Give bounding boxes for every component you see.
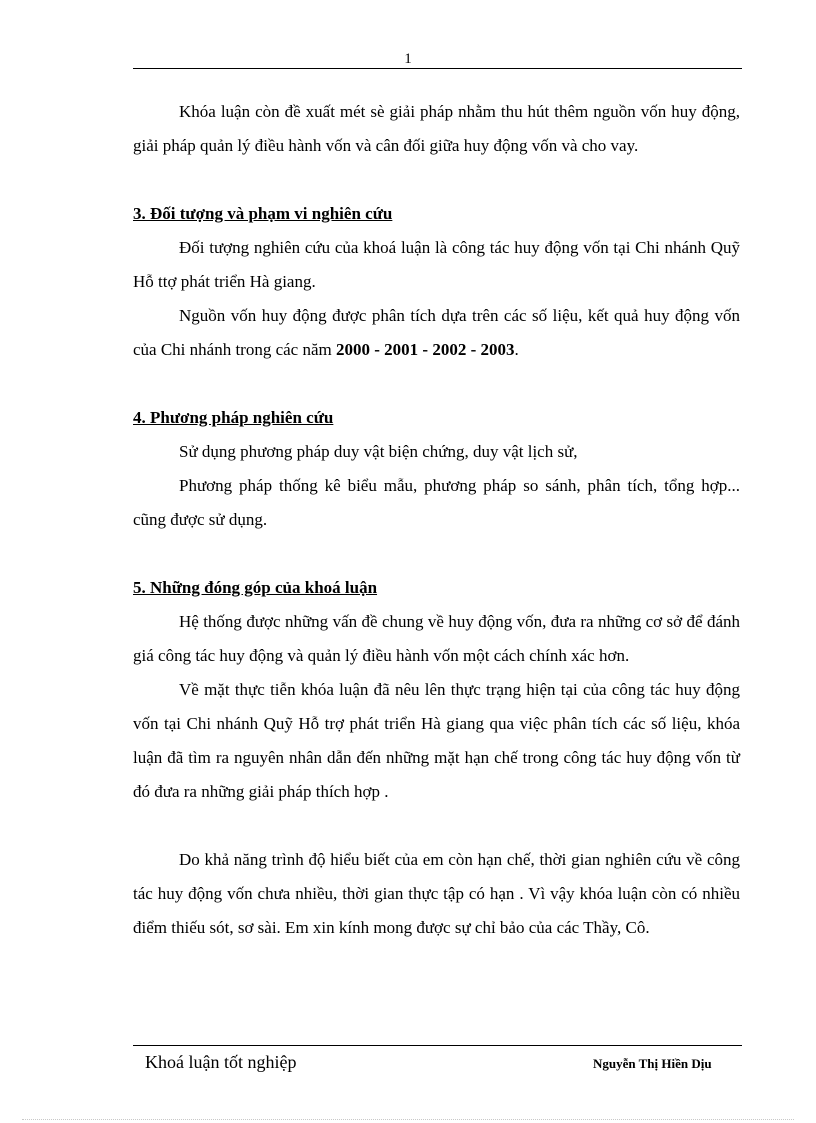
closing-paragraph: Do khả năng trình độ hiểu biết của em còn hạn chế, thời gian nghiên cứu về công tác huy động vốn chưa nhiều, thời gian thực tập có hạn . Vì vậy khóa luận còn có nhiều điểm thiếu sót, sơ sài. Em xin kính mong được sự chỉ bảo của các Thầy, Cô. [133,850,740,937]
page-bottom-dotted-border [22,1119,794,1120]
section-4-paragraph-1: Sử dụng phương pháp duy vật biện chứng, duy vật lịch sử, [179,442,578,461]
section-3-heading: 3. Đối tượng và phạm vi nghiên cứu [133,204,393,223]
intro-paragraph: Khóa luận còn đề xuất mét sè giải pháp nhằm thu hút thêm nguồn vốn huy động, giải pháp quản lý điều hành vốn và cân đối giữa huy động vốn và cho vay. [133,102,740,155]
section-3-paragraph-1: Đối tượng nghiên cứu của khoá luận là công tác huy động vốn tại Chi nhánh Quỹ Hỗ ttợ phát triển Hà giang. [133,238,740,291]
section-5-paragraph-2: Về mặt thực tiễn khóa luận đã nêu lên thực trạng hiện tại của công tác huy động vốn tại Chi nhánh Quỹ Hỗ trợ phát triển Hà giang qua việc phân tích các số liệu, khóa luận đã tìm ra nguyên nhân dẫn đến những mặt hạn chế trong công tác huy động vốn từ đó đưa ra những giải pháp thích hợp . [133,680,740,801]
header-rule [133,68,742,69]
section-4-paragraph-2: Phương pháp thống kê biểu mẫu, phương pháp so sánh, phân tích, tổng hợp... cũng được sử dụng. [133,476,740,529]
section-5-heading: 5. Những đóng góp của khoá luận [133,578,378,597]
section-3-paragraph-2-end: . [514,340,519,359]
section-3-paragraph-2 [133,299,740,367]
footer-rule [133,1045,742,1046]
section-4-heading: 4. Phương pháp nghiên cứu [133,408,334,427]
page-number: 1 [404,51,412,67]
footer-author: Nguyễn Thị Hiền Dịu [593,1056,712,1071]
section-3-years: 2000 - 2001 - 2002 - 2003 [336,340,515,359]
section-5-paragraph-1: Hệ thống được những vấn đề chung về huy động vốn, đưa ra những cơ sở để đánh giá công tác huy động và quản lý điều hành vốn một cách chính xác hơn. [133,612,740,665]
section-3-paragraph-2-text: Nguồn vốn huy động được phân tích dựa trên các số liệu, kết quả huy động vốn của Chi nhánh trong các năm [133,306,740,359]
document-body [133,95,740,945]
footer-title: Khoá luận tốt nghiệp [145,1052,297,1072]
